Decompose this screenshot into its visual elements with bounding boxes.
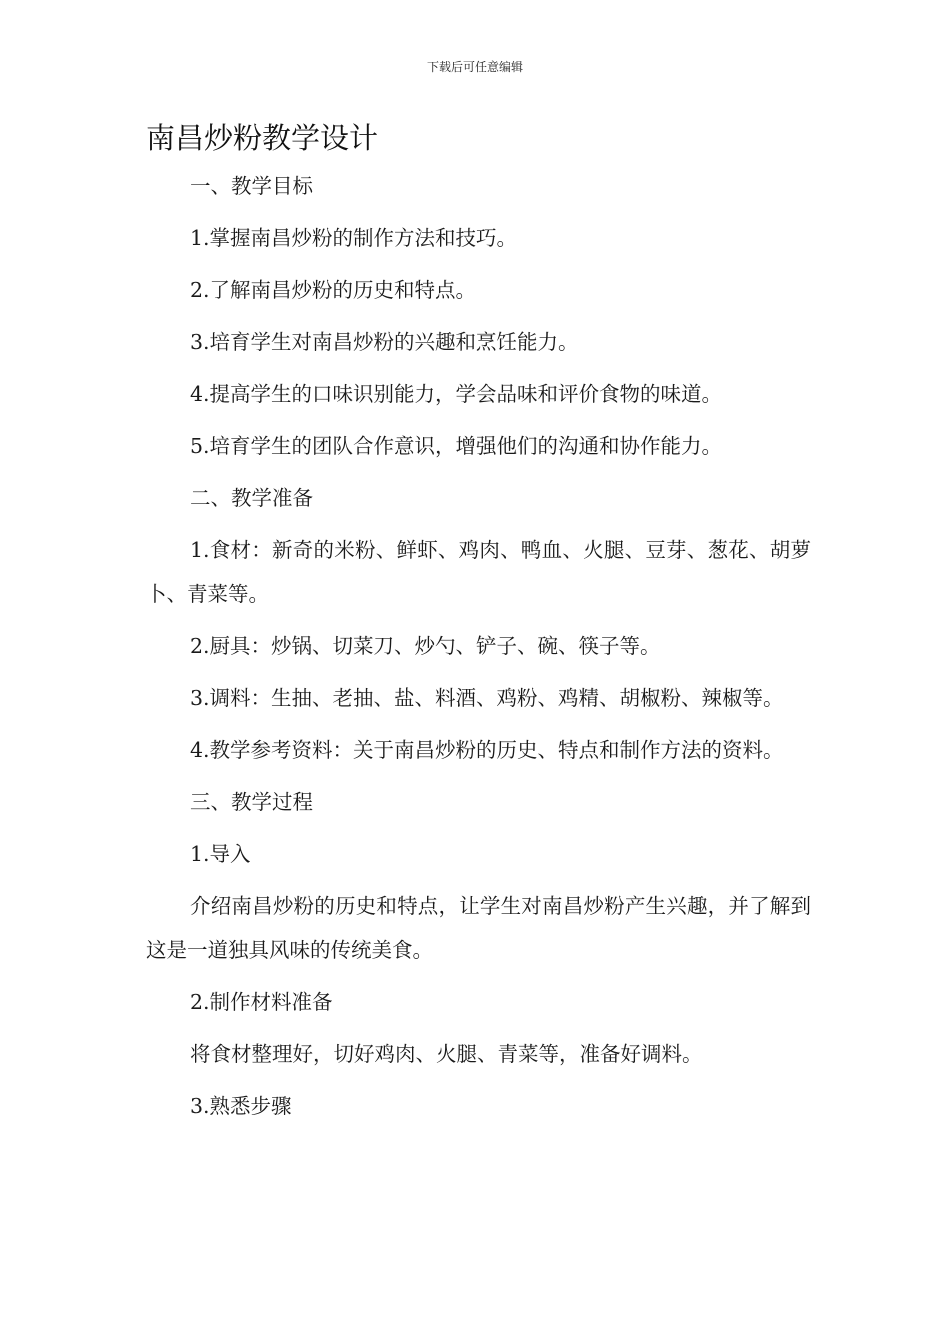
section-heading-objectives: 一、教学目标: [190, 174, 313, 198]
objective-item: 4.提高学生的口味识别能力，学会品味和评价食物的味道。: [190, 382, 723, 406]
document-body: [146, 164, 811, 1136]
preparation-item: 3.调料：生抽、老抽、盐、料酒、鸡粉、鸡精、胡椒粉、辣椒等。: [190, 686, 784, 710]
document-title: 南昌炒粉教学设计: [146, 121, 379, 155]
preparation-item: 1.食材：新奇的米粉、鲜虾、鸡肉、鸭血、火腿、豆芽、葱花、胡萝卜、青菜等。: [146, 538, 811, 606]
process-step-text: 将食材整理好，切好鸡肉、火腿、青菜等，准备好调料。: [190, 1042, 703, 1066]
preparation-item: 2.厨具：炒锅、切菜刀、炒勺、铲子、碗、筷子等。: [190, 634, 661, 658]
process-step-text: 介绍南昌炒粉的历史和特点，让学生对南昌炒粉产生兴趣，并了解到这是一道独具风味的传统美食。: [146, 894, 811, 962]
objective-item: 3.培育学生对南昌炒粉的兴趣和烹饪能力。: [190, 330, 579, 354]
objective-item: 1.掌握南昌炒粉的制作方法和技巧。: [190, 226, 518, 250]
page-header-note: 下载后可任意编辑: [426, 60, 523, 74]
objective-item: 5.培育学生的团队合作意识，增强他们的沟通和协作能力。: [190, 434, 723, 458]
process-step-heading: 2.制作材料准备: [190, 990, 333, 1014]
process-step-heading: 3.熟悉步骤: [190, 1094, 292, 1118]
section-heading-preparation: 二、教学准备: [190, 486, 313, 510]
process-step-heading: 1.导入: [190, 842, 251, 866]
preparation-item: 4.教学参考资料：关于南昌炒粉的历史、特点和制作方法的资料。: [190, 738, 784, 762]
section-heading-process: 三、教学过程: [190, 790, 313, 814]
objective-item: 2.了解南昌炒粉的历史和特点。: [190, 278, 477, 302]
